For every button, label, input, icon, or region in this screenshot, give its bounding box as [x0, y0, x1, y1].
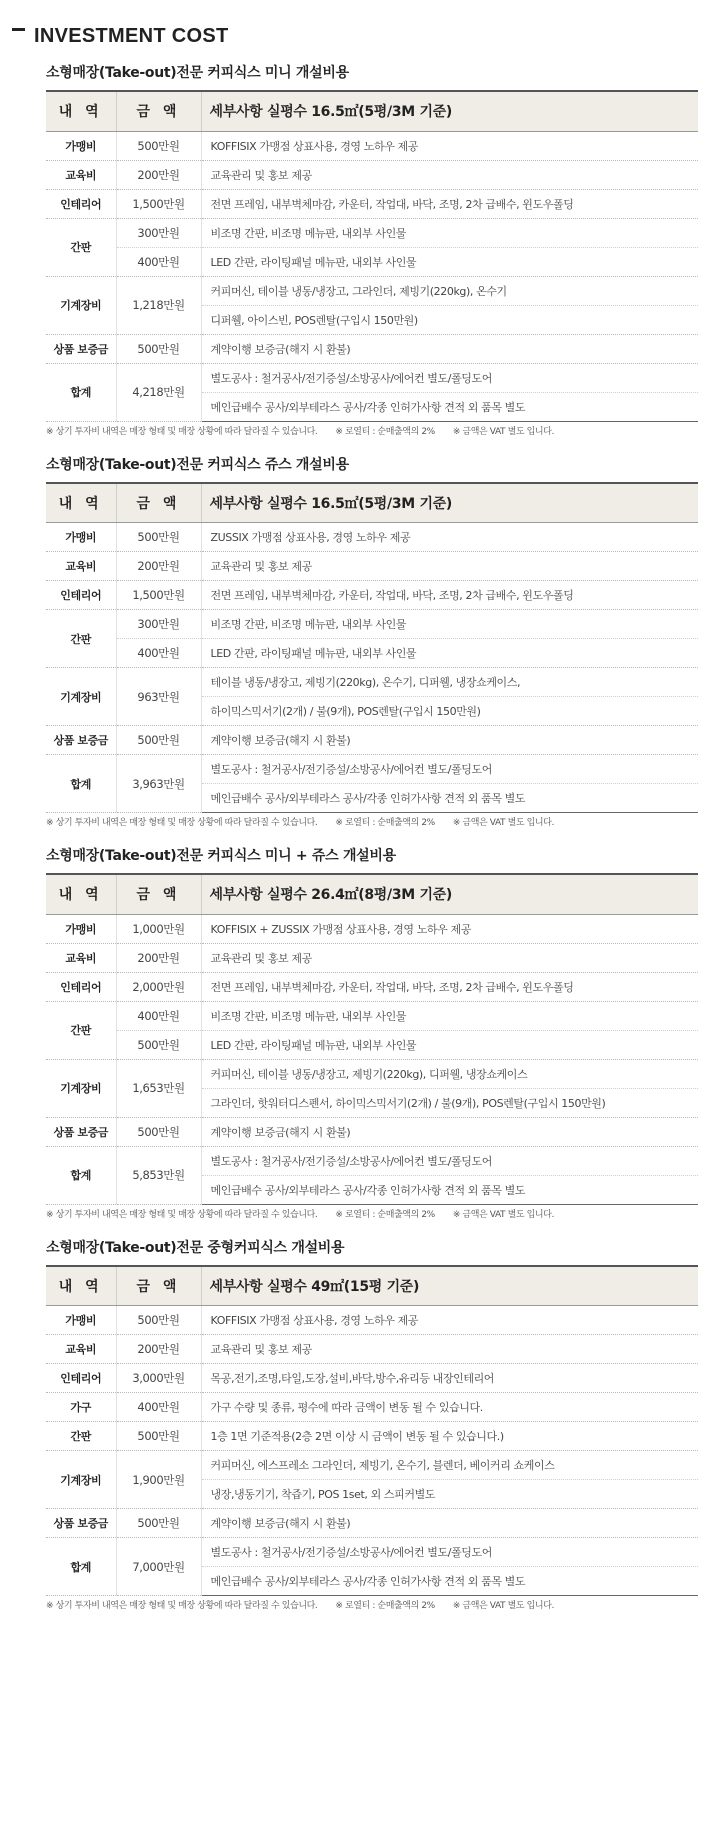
- table-row: [46, 1146, 698, 1175]
- note-text: ※ 로열티 : 순매출액의 2%: [335, 1601, 435, 1611]
- row-category: 상품 보증금: [46, 1117, 116, 1146]
- row-amount: 1,500만원: [116, 581, 201, 610]
- table-row: [46, 1422, 698, 1451]
- row-category: 간판: [46, 1422, 116, 1451]
- row-detail: 메인급배수 공사/외부테라스 공사/각종 인허가사항 견적 외 품목 별도: [201, 1567, 698, 1596]
- row-amount: 1,500만원: [116, 189, 201, 218]
- row-category: 간판: [46, 610, 116, 668]
- cost-section: [12, 847, 698, 1225]
- row-amount: 300만원: [116, 218, 201, 247]
- row-detail: 커피머신, 에스프레소 그라인더, 제빙기, 온수기, 블렌더, 베이커리 쇼케이스: [201, 1451, 698, 1480]
- header-detail: 세부사항 실평수 26.4㎡(8평/3M 기준): [201, 874, 698, 914]
- note-text: ※ 상기 투자비 내역은 매장 형태 및 매장 상황에 따라 달라질 수 있습니다.: [46, 1601, 318, 1611]
- section-title: 소형매장(Take-out)전문 커피식스 미니 개설비용: [46, 65, 349, 81]
- table-row: [46, 160, 698, 189]
- cost-section: [12, 456, 698, 834]
- row-detail: 전면 프레임, 내부벽체마감, 카운터, 작업대, 바닥, 조명, 2차 급배수, 윈도우폴딩: [201, 581, 698, 610]
- row-category: 교육비: [46, 943, 116, 972]
- row-detail: 커피머신, 테이블 냉동/냉장고, 제빙기(220kg), 디퍼웰, 냉장쇼케이스: [201, 1059, 698, 1088]
- row-amount: 400만원: [116, 247, 201, 276]
- page-title-text: INVESTMENT COST: [34, 25, 229, 47]
- header-item: 내 역: [46, 483, 116, 523]
- note-text: ※ 로열티 : 순매출액의 2%: [335, 1209, 435, 1220]
- row-amount: 500만원: [116, 1306, 201, 1335]
- header-detail: 세부사항 실평수 16.5㎡(5평/3M 기준): [201, 483, 698, 523]
- table-row: [46, 1001, 698, 1030]
- row-category: 인테리어: [46, 1364, 116, 1393]
- row-category: 상품 보증금: [46, 726, 116, 755]
- row-amount: 500만원: [116, 726, 201, 755]
- table-row: [46, 1538, 698, 1567]
- section-notes: [46, 1205, 698, 1225]
- row-category: 인테리어: [46, 581, 116, 610]
- row-category: 인테리어: [46, 189, 116, 218]
- row-category: 합계: [46, 1146, 116, 1204]
- table-row: [46, 755, 698, 784]
- cost-table: [46, 90, 698, 422]
- row-detail: 비조명 간판, 비조명 메뉴판, 내외부 사인물: [201, 1001, 698, 1030]
- row-category: 기계장비: [46, 1451, 116, 1509]
- row-amount: 1,218만원: [116, 276, 201, 334]
- row-detail: 계약이행 보증금(해지 시 환불): [201, 1117, 698, 1146]
- row-detail: LED 간판, 라이팅패널 메뉴판, 내외부 사인물: [201, 247, 698, 276]
- note-text: ※ 로열티 : 순매출액의 2%: [335, 818, 435, 828]
- row-detail: 메인급배수 공사/외부테라스 공사/각종 인허가사항 견적 외 품목 별도: [201, 784, 698, 813]
- row-detail: 별도공사 : 철거공사/전기증설/소방공사/에어컨 별도/폴딩도어: [201, 1146, 698, 1175]
- row-detail: 계약이행 보증금(해지 시 환불): [201, 1509, 698, 1538]
- row-detail: ZUSSIX 가맹점 상표사용, 경영 노하우 제공: [201, 523, 698, 552]
- row-detail: 1층 1면 기준적용(2층 2면 이상 시 금액이 변동 될 수 있습니다.): [201, 1422, 698, 1451]
- row-amount: 300만원: [116, 610, 201, 639]
- row-category: 가맹비: [46, 131, 116, 160]
- row-amount: 500만원: [116, 131, 201, 160]
- table-row: [46, 943, 698, 972]
- header-amount: 금 액: [116, 874, 201, 914]
- row-category: 가구: [46, 1393, 116, 1422]
- row-detail: 교육관리 및 홍보 제공: [201, 552, 698, 581]
- section-title: 소형매장(Take-out)전문 커피식스 미니 + 쥬스 개설비용: [46, 848, 396, 864]
- header-item: 내 역: [46, 91, 116, 131]
- row-category: 교육비: [46, 552, 116, 581]
- row-detail: 커피머신, 테이블 냉동/냉장고, 그라인더, 제빙기(220kg), 온수기: [201, 276, 698, 305]
- row-detail: 메인급배수 공사/외부테라스 공사/각종 인허가사항 견적 외 품목 별도: [201, 1175, 698, 1204]
- table-row: [46, 218, 698, 247]
- table-row: [46, 972, 698, 1001]
- section-notes: [46, 813, 698, 833]
- row-amount: 500만원: [116, 1422, 201, 1451]
- row-detail: LED 간판, 라이팅패널 메뉴판, 내외부 사인물: [201, 639, 698, 668]
- table-row: [46, 1117, 698, 1146]
- row-category: 교육비: [46, 1335, 116, 1364]
- note-text: ※ 금액은 VAT 별도 입니다.: [452, 818, 554, 828]
- row-amount: 963만원: [116, 668, 201, 726]
- row-detail: 별도공사 : 철거공사/전기증설/소방공사/에어컨 별도/폴딩도어: [201, 755, 698, 784]
- row-detail: 계약이행 보증금(해지 시 환불): [201, 334, 698, 363]
- row-category: 상품 보증금: [46, 334, 116, 363]
- row-detail: 교육관리 및 홍보 제공: [201, 160, 698, 189]
- table-header-row: [46, 1266, 698, 1306]
- header-amount: 금 액: [116, 1266, 201, 1306]
- row-category: 간판: [46, 1001, 116, 1059]
- header-amount: 금 액: [116, 483, 201, 523]
- row-detail: 교육관리 및 홍보 제공: [201, 943, 698, 972]
- table-row: [46, 1509, 698, 1538]
- row-detail: 가구 수량 및 종류, 평수에 따라 금액이 변동 될 수 있습니다.: [201, 1393, 698, 1422]
- row-amount: 200만원: [116, 1335, 201, 1364]
- row-category: 기계장비: [46, 276, 116, 334]
- cost-table: [46, 873, 698, 1205]
- cost-table: [46, 1265, 698, 1597]
- row-detail: 교육관리 및 홍보 제공: [201, 1335, 698, 1364]
- section-title: 소형매장(Take-out)전문 중형커피식스 개설비용: [46, 1239, 345, 1256]
- table-row: [46, 276, 698, 305]
- table-row: [46, 363, 698, 392]
- header-detail: 세부사항 실평수 49㎡(15평 기준): [201, 1266, 698, 1306]
- table-row: [46, 1030, 698, 1059]
- header-item: 내 역: [46, 874, 116, 914]
- row-detail: 하이믹스믹서기(2개) / 불(9개), POS렌탈(구입시 150만원): [201, 697, 698, 726]
- table-wrap: [46, 90, 698, 442]
- row-detail: 목공,전기,조명,타일,도장,설비,바닥,방수,유리등 내장인테리어: [201, 1364, 698, 1393]
- row-category: 교육비: [46, 160, 116, 189]
- row-amount: 500만원: [116, 523, 201, 552]
- row-category: 간판: [46, 218, 116, 276]
- row-category: 가맹비: [46, 914, 116, 943]
- row-category: 기계장비: [46, 668, 116, 726]
- table-row: [46, 247, 698, 276]
- note-text: ※ 금액은 VAT 별도 입니다.: [452, 1209, 554, 1220]
- note-text: ※ 상기 투자비 내역은 매장 형태 및 매장 상황에 따라 달라질 수 있습니다.: [46, 426, 318, 437]
- table-row: [46, 1364, 698, 1393]
- row-detail: 별도공사 : 철거공사/전기증설/소방공사/에어컨 별도/폴딩도어: [201, 1538, 698, 1567]
- row-amount: 1,000만원: [116, 914, 201, 943]
- row-amount: 5,853만원: [116, 1146, 201, 1204]
- section-notes: [46, 1596, 698, 1616]
- row-detail: 메인급배수 공사/외부테라스 공사/각종 인허가사항 견적 외 품목 별도: [201, 392, 698, 421]
- row-amount: 400만원: [116, 639, 201, 668]
- row-detail: 비조명 간판, 비조명 메뉴판, 내외부 사인물: [201, 610, 698, 639]
- table-wrap: [46, 1265, 698, 1617]
- row-category: 합계: [46, 755, 116, 813]
- row-category: 가맹비: [46, 1306, 116, 1335]
- table-row: [46, 581, 698, 610]
- row-amount: 3,963만원: [116, 755, 201, 813]
- row-amount: 1,900만원: [116, 1451, 201, 1509]
- table-row: [46, 726, 698, 755]
- row-category: 가맹비: [46, 523, 116, 552]
- row-amount: 7,000만원: [116, 1538, 201, 1596]
- note-text: ※ 상기 투자비 내역은 매장 형태 및 매장 상황에 따라 달라질 수 있습니다.: [46, 818, 318, 828]
- header-amount: 금 액: [116, 91, 201, 131]
- cost-table: [46, 482, 698, 814]
- cost-section: [12, 1239, 698, 1617]
- table-row: [46, 1306, 698, 1335]
- page-title: [12, 22, 698, 50]
- row-detail: 비조명 간판, 비조명 메뉴판, 내외부 사인물: [201, 218, 698, 247]
- table-row: [46, 668, 698, 697]
- table-wrap: [46, 482, 698, 834]
- row-amount: 500만원: [116, 334, 201, 363]
- row-detail: 별도공사 : 철거공사/전기증설/소방공사/에어컨 별도/폴딩도어: [201, 363, 698, 392]
- row-amount: 500만원: [116, 1509, 201, 1538]
- table-row: [46, 1059, 698, 1088]
- note-text: ※ 금액은 VAT 별도 입니다.: [452, 426, 554, 437]
- row-amount: 2,000만원: [116, 972, 201, 1001]
- row-category: 기계장비: [46, 1059, 116, 1117]
- table-row: [46, 639, 698, 668]
- section-notes: [46, 422, 698, 442]
- row-category: 합계: [46, 363, 116, 421]
- row-amount: 200만원: [116, 160, 201, 189]
- table-row: [46, 914, 698, 943]
- row-amount: 200만원: [116, 943, 201, 972]
- row-detail: 전면 프레임, 내부벽체마감, 카운터, 작업대, 바닥, 조명, 2차 급배수, 윈도우폴딩: [201, 189, 698, 218]
- table-wrap: [46, 873, 698, 1225]
- table-header-row: [46, 874, 698, 914]
- table-row: [46, 189, 698, 218]
- row-category: 인테리어: [46, 972, 116, 1001]
- row-amount: 4,218만원: [116, 363, 201, 421]
- note-text: ※ 로열티 : 순매출액의 2%: [335, 426, 435, 437]
- title-dash: [12, 28, 25, 31]
- row-detail: 테이블 냉동/냉장고, 제빙기(220kg), 온수기, 디퍼웰, 냉장쇼케이스,: [201, 668, 698, 697]
- row-category: 합계: [46, 1538, 116, 1596]
- row-detail: 냉장,냉동기기, 착즙기, POS 1set, 외 스피커별도: [201, 1480, 698, 1509]
- table-header-row: [46, 91, 698, 131]
- table-row: [46, 1335, 698, 1364]
- row-detail: 디퍼웰, 아이스빈, POS렌탈(구입시 150만원): [201, 305, 698, 334]
- row-amount: 3,000만원: [116, 1364, 201, 1393]
- header-item: 내 역: [46, 1266, 116, 1306]
- row-detail: KOFFISIX + ZUSSIX 가맹점 상표사용, 경영 노하우 제공: [201, 914, 698, 943]
- table-row: [46, 552, 698, 581]
- table-row: [46, 523, 698, 552]
- note-text: ※ 금액은 VAT 별도 입니다.: [452, 1601, 554, 1611]
- note-text: ※ 상기 투자비 내역은 매장 형태 및 매장 상황에 따라 달라질 수 있습니다.: [46, 1209, 318, 1220]
- row-amount: 500만원: [116, 1030, 201, 1059]
- row-category: 상품 보증금: [46, 1509, 116, 1538]
- row-detail: 계약이행 보증금(해지 시 환불): [201, 726, 698, 755]
- table-row: [46, 610, 698, 639]
- row-amount: 500만원: [116, 1117, 201, 1146]
- row-detail: 그라인더, 핫워터디스펜서, 하이믹스믹서기(2개) / 불(9개), POS렌탈(구입시 150만원): [201, 1088, 698, 1117]
- table-row: [46, 1451, 698, 1480]
- section-title: 소형매장(Take-out)전문 커피식스 쥬스 개설비용: [46, 456, 349, 473]
- table-header-row: [46, 483, 698, 523]
- cost-sections: [12, 64, 698, 1616]
- table-row: [46, 1393, 698, 1422]
- row-amount: 400만원: [116, 1393, 201, 1422]
- table-row: [46, 334, 698, 363]
- row-amount: 200만원: [116, 552, 201, 581]
- row-detail: KOFFISIX 가맹점 상표사용, 경영 노하우 제공: [201, 131, 698, 160]
- table-row: [46, 131, 698, 160]
- row-detail: KOFFISIX 가맹점 상표사용, 경영 노하우 제공: [201, 1306, 698, 1335]
- row-detail: LED 간판, 라이팅패널 메뉴판, 내외부 사인물: [201, 1030, 698, 1059]
- header-detail: 세부사항 실평수 16.5㎡(5평/3M 기준): [201, 91, 698, 131]
- row-amount: 400만원: [116, 1001, 201, 1030]
- row-amount: 1,653만원: [116, 1059, 201, 1117]
- row-detail: 전면 프레임, 내부벽체마감, 카운터, 작업대, 바닥, 조명, 2차 급배수, 윈도우폴딩: [201, 972, 698, 1001]
- cost-section: [12, 64, 698, 442]
